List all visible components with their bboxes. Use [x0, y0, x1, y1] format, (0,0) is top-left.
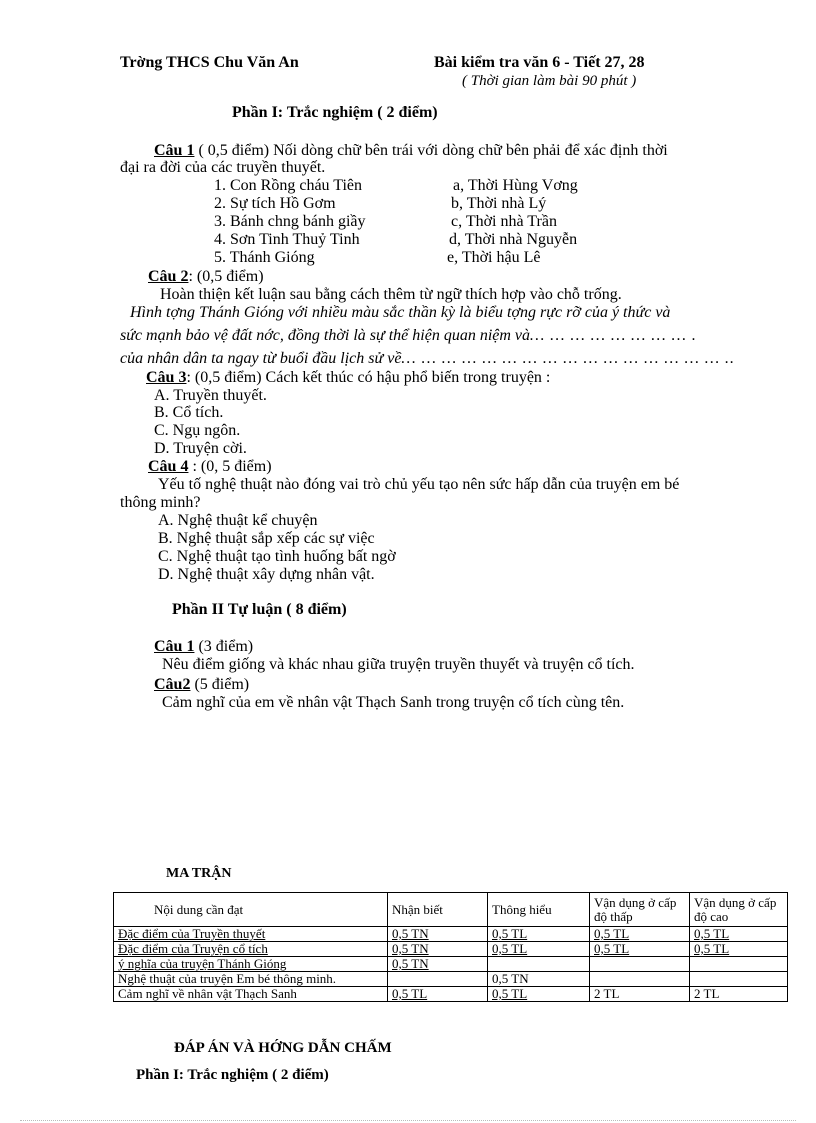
school-name: Trờng THCS Chu Văn An	[120, 54, 299, 71]
matrix-header-apply-high: Vận dụng ở cấp độ cao	[690, 893, 788, 927]
q4-heading	[148, 458, 272, 476]
table-cell	[488, 957, 590, 972]
page-bottom-rule	[20, 1120, 796, 1121]
table-cell: 0,5 TL	[488, 987, 590, 1002]
q2-text-line1: Hình tợng Thánh Gióng với nhiều màu sắc thần kỳ là biểu tợng rực rỡ của ý thức và	[130, 304, 671, 321]
q3-option-d: D. Truyện cời.	[154, 440, 247, 457]
q1-right-d: d, Thời nhà Nguyễn	[449, 231, 578, 248]
table-cell	[590, 972, 690, 987]
q1-right-b: b, Thời nhà Lý	[451, 195, 547, 212]
q4-label: Câu 4	[148, 458, 189, 475]
q4-text-line1: Yếu tố nghệ thuật nào đóng vai trò chủ yếu tạo nên sức hấp dẫn của truyện em bé	[158, 476, 680, 493]
q2-text-line3	[120, 350, 735, 368]
table-cell: 0,5 TN	[488, 972, 590, 987]
matrix-title: MA TRẬN	[166, 866, 232, 881]
q4-option-b: B. Nghệ thuật sắp xếp các sự việc	[158, 530, 375, 547]
matrix-header-content: Nội dung cần đạt	[114, 893, 388, 927]
p2-q1-label: Câu 1	[154, 638, 195, 655]
q1-line2: đại ra đời của các truyền thuyết.	[120, 159, 326, 176]
matrix-header-understand: Thông hiểu	[488, 893, 590, 927]
q2-heading	[148, 268, 264, 286]
matrix-table	[113, 892, 788, 1002]
q1-right-a: a, Thời Hùng Vơng	[453, 177, 578, 194]
table-cell: 2 TL	[690, 987, 788, 1002]
exam-title: Bài kiểm tra văn 6 - Tiết 27, 28	[434, 54, 645, 71]
q1-left-1: 1. Con Rồng cháu Tiên	[214, 177, 363, 194]
p2-q1-heading	[154, 638, 253, 656]
q4-option-d: D. Nghệ thuật xây dựng nhân vật.	[158, 566, 375, 583]
q2-line2-text: sức mạnh bảo vệ đất nớc, đồng thời là sự thể hiện quan niệm và	[120, 327, 531, 344]
table-row	[114, 942, 788, 957]
q1-left-4: 4. Sơn Tinh Thuỷ Tinh	[214, 231, 360, 248]
table-cell: 0,5 TL	[690, 927, 788, 942]
q1-left-5: 5. Thánh Gióng	[214, 249, 315, 266]
table-cell: 0,5 TL	[590, 927, 690, 942]
p2-q2-heading	[154, 676, 249, 694]
q2-line3-text: của nhân dân ta ngay từ buổi đầu lịch sử về	[120, 350, 402, 367]
q4-option-c: C. Nghệ thuật tạo tình huống bất ngờ	[158, 548, 396, 565]
table-cell: 0,5 TL	[488, 927, 590, 942]
q4-points: : (0, 5 điểm)	[188, 458, 272, 475]
answer-part1: Phần I: Trắc nghiệm ( 2 điểm)	[136, 1067, 329, 1083]
table-cell	[590, 957, 690, 972]
p2-q2-text: Cảm nghĩ của em về nhân vật Thạch Sanh trong truyện cổ tích cùng tên.	[162, 694, 625, 711]
table-cell: Nghệ thuật của truyện Em bé thông minh.	[114, 972, 388, 987]
q1-left-2: 2. Sự tích Hồ Gơm	[214, 195, 336, 212]
p2-q1-points: (3 điểm)	[194, 638, 254, 655]
table-row	[114, 927, 788, 942]
q1-right-e: e, Thời hậu Lê	[447, 249, 541, 266]
q1-label: Câu 1	[154, 142, 195, 159]
q2-instruction: Hoàn thiện kết luận sau bằng cách thêm từ ngữ thích hợp vào chỗ trống.	[160, 286, 622, 303]
table-cell: Đặc điểm của Truyện cổ tích	[114, 942, 388, 957]
exam-time: ( Thời gian làm bài 90 phút )	[462, 73, 637, 89]
q3-label: Câu 3	[146, 369, 187, 386]
table-cell: 0,5 TL	[590, 942, 690, 957]
q2-text-line2	[120, 327, 697, 345]
table-cell: 0,5 TN	[388, 927, 488, 942]
q4-text-line2: thông minh?	[120, 494, 201, 511]
table-cell: Đặc điểm của Truyền thuyết	[114, 927, 388, 942]
table-cell: 0,5 TN	[388, 942, 488, 957]
table-row	[114, 987, 788, 1002]
table-cell	[690, 957, 788, 972]
q2-label: Câu 2	[148, 268, 189, 285]
table-cell: 0,5 TL	[690, 942, 788, 957]
matrix-header-row	[114, 893, 788, 927]
q1-line1	[154, 142, 668, 160]
answer-title: ĐÁP ÁN VÀ HỚNG DẪN CHẤM	[174, 1040, 392, 1056]
q1-text: ( 0,5 điểm) Nối dòng chữ bên trái với dòng chữ bên phải để xác định thời	[194, 142, 668, 159]
p2-q2-label: Câu2	[154, 676, 191, 693]
p2-q2-points: (5 điểm)	[190, 676, 250, 693]
q2-blank-2: … … … … … … … … … … … … … … … … ..	[401, 350, 736, 367]
table-row	[114, 957, 788, 972]
table-cell: 0,5 TL	[488, 942, 590, 957]
q3-option-a: A. Truyền thuyết.	[154, 387, 267, 404]
table-cell: Cảm nghĩ về nhân vật Thạch Sanh	[114, 987, 388, 1002]
table-cell: 0,5 TN	[388, 957, 488, 972]
q3-option-b: B. Cổ tích.	[154, 404, 224, 421]
p2-q1-text: Nêu điểm giống và khác nhau giữa truyện truyền thuyết và truyện cổ tích.	[162, 656, 635, 673]
table-cell: ý nghĩa của truyện Thánh Gióng	[114, 957, 388, 972]
table-row	[114, 972, 788, 987]
q3-heading	[146, 369, 550, 387]
q2-points: : (0,5 điểm)	[188, 268, 264, 285]
q1-right-c: c, Thời nhà Trần	[451, 213, 557, 230]
table-cell	[388, 972, 488, 987]
table-cell: 2 TL	[590, 987, 690, 1002]
matrix-header-recognize: Nhận biết	[388, 893, 488, 927]
table-cell: 0,5 TL	[388, 987, 488, 1002]
part1-title: Phần I: Trắc nghiệm ( 2 điểm)	[232, 104, 438, 121]
q3-points: : (0,5 điểm) Cách kết thúc có hậu phổ biến trong truyện :	[186, 369, 551, 386]
table-cell	[690, 972, 788, 987]
q1-left-3: 3. Bánh chng bánh giầy	[214, 213, 366, 230]
q4-option-a: A. Nghệ thuật kể chuyện	[158, 512, 318, 529]
q2-blank-1: … … … … … … … … .	[530, 327, 697, 344]
q3-option-c: C. Ngụ ngôn.	[154, 422, 241, 439]
part2-title: Phần II Tự luận ( 8 điểm)	[172, 601, 347, 618]
matrix-header-apply-low: Vận dụng ở cấp độ thấp	[590, 893, 690, 927]
